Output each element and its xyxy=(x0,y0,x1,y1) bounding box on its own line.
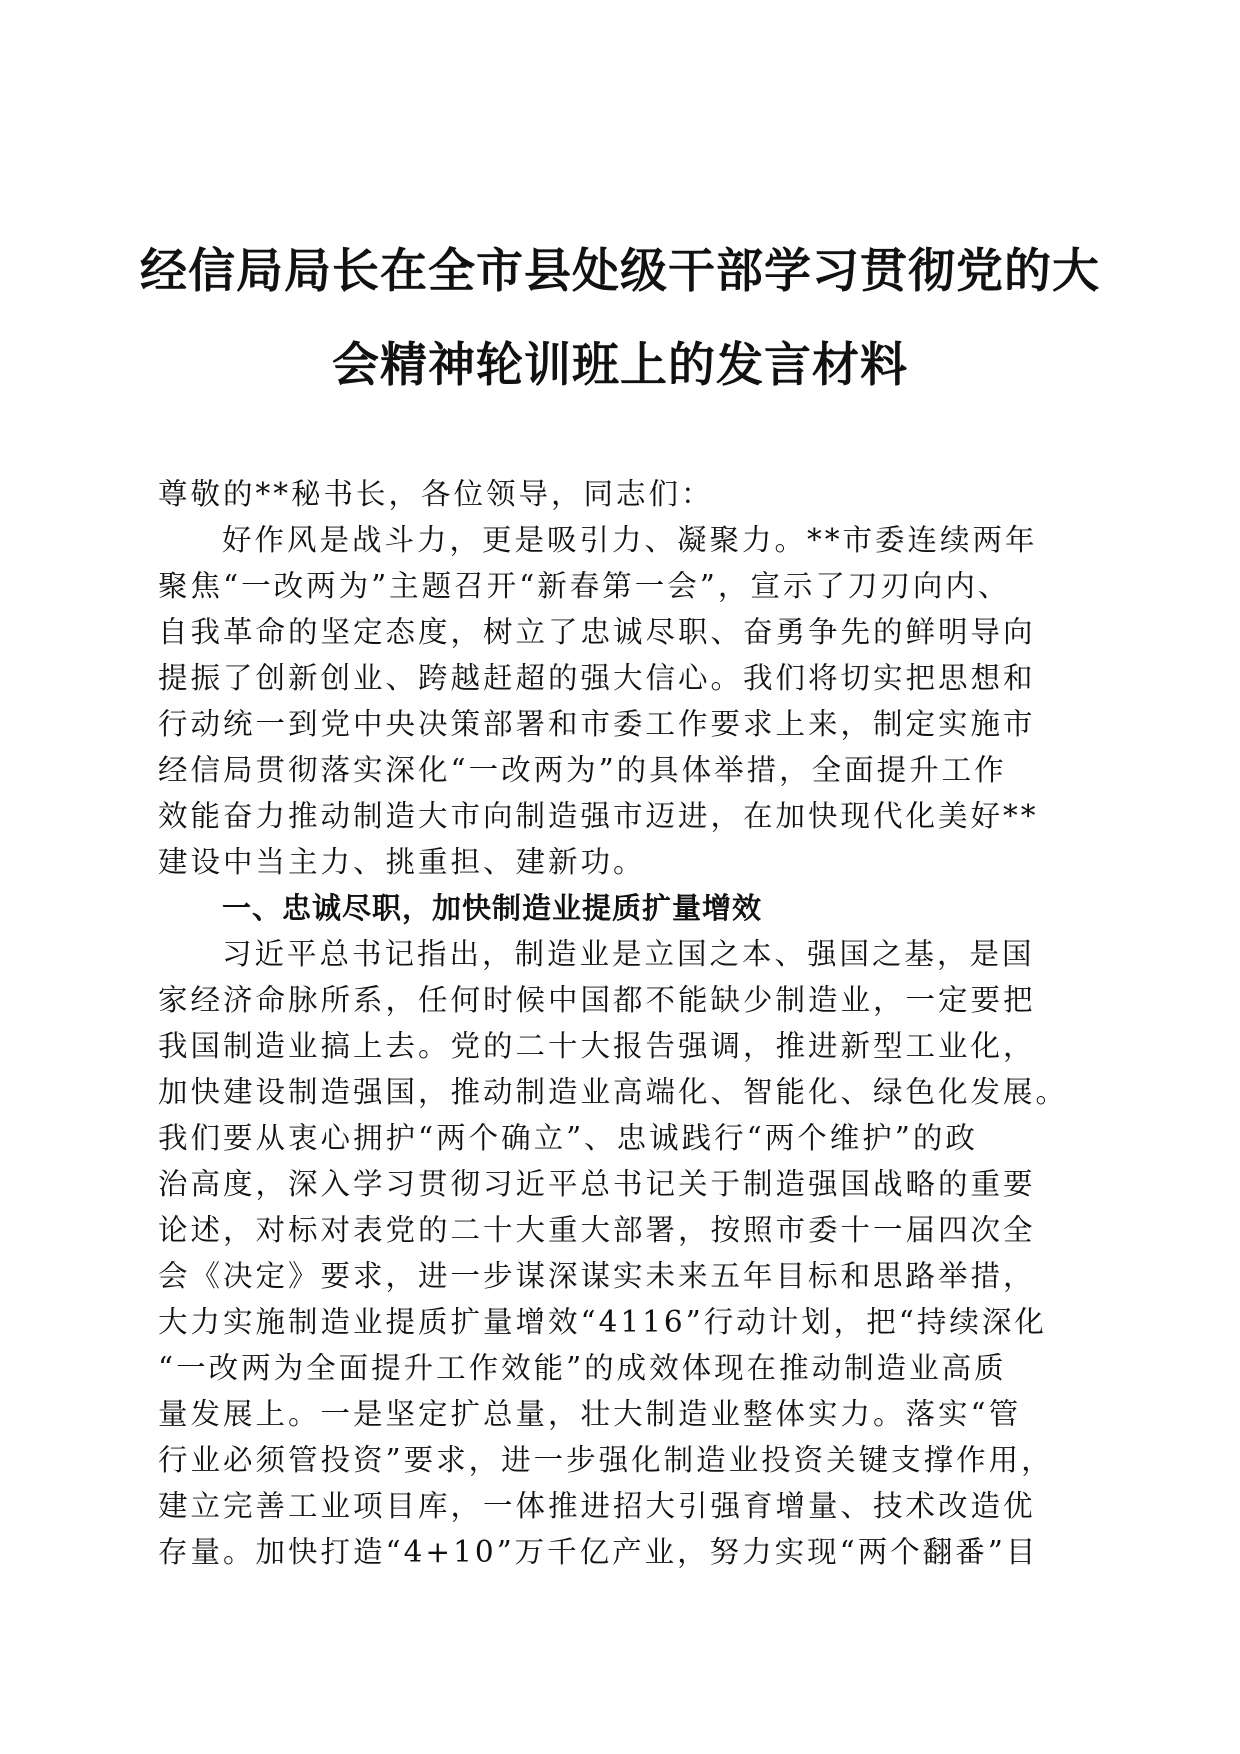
paragraph-line: “一改两为全面提升工作效能”的成效体现在推动制造业高质 xyxy=(158,1351,1007,1385)
paragraph-line: 习近平总书记指出，制造业是立国之本、强国之基，是国 xyxy=(222,937,1035,971)
paragraph-line: 提振了创新创业、跨越赶超的强大信心。我们将切实把思想和 xyxy=(158,661,1036,695)
salutation: 尊敬的**秘书长，各位领导，同志们： xyxy=(158,477,714,511)
paragraph-line: 治高度，深入学习贯彻习近平总书记关于制造强国战略的重要 xyxy=(158,1167,1036,1201)
paragraph-line: 存量。加快打造“4+10”万千亿产业，努力实现“两个翻番”目 xyxy=(158,1535,1039,1569)
paragraph-line: 建立完善工业项目库，一体推进招大引强育增量、技术改造优 xyxy=(158,1489,1036,1523)
paragraph-line: 我国制造业搞上去。党的二十大报告强调，推进新型工业化， xyxy=(158,1029,1036,1063)
paragraph-line: 加快建设制造强国，推动制造业高端化、智能化、绿色化发展。 xyxy=(158,1075,1069,1109)
paragraph-line: 我们要从衷心拥护“两个确立”、忠诚践行“两个维护”的政 xyxy=(158,1121,978,1155)
paragraph-line: 家经济命脉所系，任何时候中国都不能缺少制造业，一定要把 xyxy=(158,983,1036,1017)
paragraph-line: 大力实施制造业提质扩量增效“4116”行动计划，把“持续深化 xyxy=(158,1305,1047,1339)
title-line-1: 经信局局长在全市县处级干部学习贯彻党的大 xyxy=(140,244,1100,299)
intro-paragraph xyxy=(158,517,1098,885)
section-heading: 一、忠诚尽职，加快制造业提质扩量增效 xyxy=(222,891,763,925)
paragraph-line: 论述，对标对表党的二十大重大部署，按照市委十一届四次全 xyxy=(158,1213,1036,1247)
paragraph-line: 行业必须管投资”要求，进一步强化制造业投资关键支撑作用， xyxy=(158,1443,1054,1477)
paragraph-line: 自我革命的坚定态度，树立了忠诚尽职、奋勇争先的鲜明导向 xyxy=(158,615,1036,649)
title-line-2: 会精神轮训班上的发言材料 xyxy=(332,338,908,393)
document-body xyxy=(158,471,1098,1575)
paragraph-line: 聚焦“一改两为”主题召开“新春第一会”，宣示了刀刃向内、 xyxy=(158,569,1011,603)
paragraph-line: 经信局贯彻落实深化“一改两为”的具体举措，全面提升工作 xyxy=(158,753,1007,787)
paragraph-line: 会《决定》要求，进一步谋深谋实未来五年目标和思路举措， xyxy=(158,1259,1036,1293)
paragraph-line: 量发展上。一是坚定扩总量，壮大制造业整体实力。落实“管 xyxy=(158,1397,1022,1431)
paragraph-line: 行动统一到党中央决策部署和市委工作要求上来，制定实施市 xyxy=(158,707,1036,741)
paragraph-line: 建设中当主力、挑重担、建新功。 xyxy=(158,845,646,879)
document-title xyxy=(120,225,1120,413)
paragraph-line: 好作风是战斗力，更是吸引力、凝聚力。**市委连续两年 xyxy=(222,523,1038,557)
paragraph-line: 效能奋力推动制造大市向制造强市迈进，在加快现代化美好** xyxy=(158,799,1039,833)
section-paragraph xyxy=(158,931,1098,1575)
